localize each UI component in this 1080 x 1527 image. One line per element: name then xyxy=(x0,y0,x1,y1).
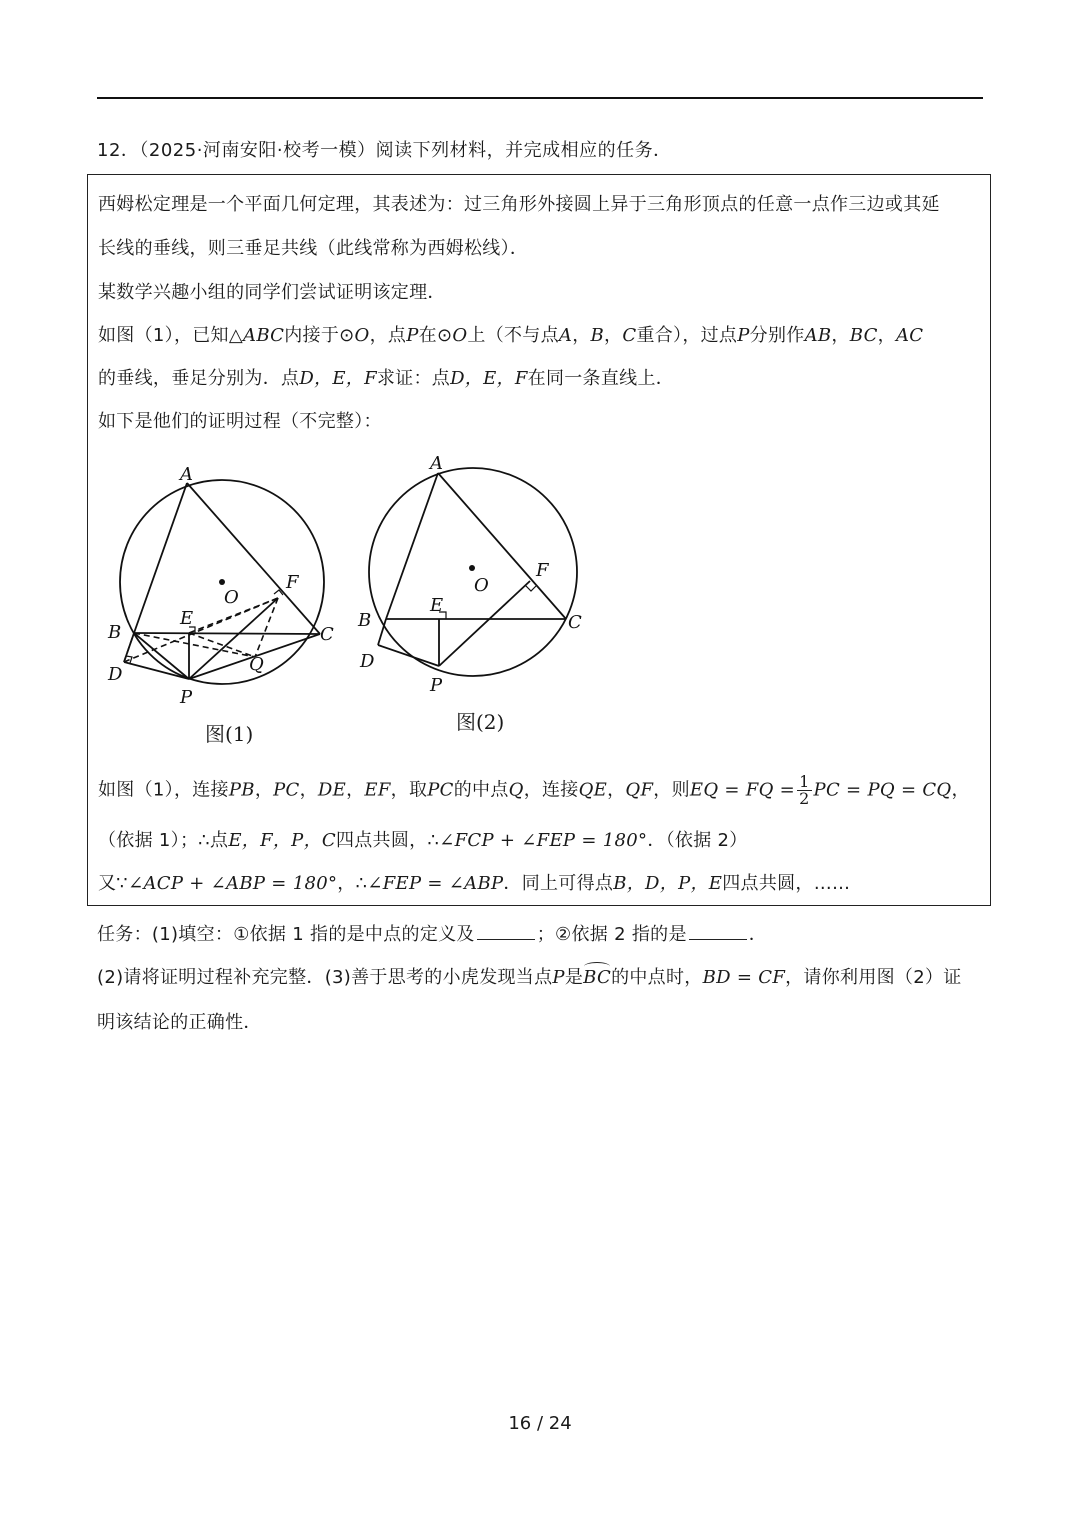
text-run: 四点共圆，…… xyxy=(722,873,851,894)
label-A: A xyxy=(430,453,443,474)
segment-name: QF xyxy=(625,779,654,801)
text-run: ， xyxy=(299,779,318,801)
figure-1-caption: 图(1) xyxy=(205,722,254,746)
triangle-symbol-icon: △ xyxy=(228,325,244,346)
text-run: 求证：点 xyxy=(376,368,451,389)
text-run: ． xyxy=(748,924,768,945)
answer-blank-1[interactable] xyxy=(477,925,535,940)
point-names: B，D，P，E xyxy=(613,873,723,894)
label-O: O xyxy=(224,587,239,608)
fraction-numerator: 1 xyxy=(799,772,810,791)
label-C: C xyxy=(568,612,582,633)
point-name: B xyxy=(590,325,605,346)
task-line-1 xyxy=(97,920,767,946)
text-run: 的中点 xyxy=(453,779,509,801)
segment-name: EF xyxy=(364,779,391,801)
text-run: 又∵ xyxy=(98,873,129,894)
segment-name: DE xyxy=(317,779,347,801)
center-point xyxy=(469,565,475,571)
text-run: 内接于⊙ xyxy=(284,325,355,346)
equation: BD = CF xyxy=(702,967,786,988)
text-run: 上（不与点 xyxy=(467,325,559,346)
point-name: Q xyxy=(508,779,524,801)
text-run: ， xyxy=(572,325,591,346)
header-rule xyxy=(97,97,983,99)
label-D: D xyxy=(108,664,123,685)
triangle-name: ABC xyxy=(243,325,285,346)
figure-1-diagram xyxy=(100,455,340,715)
point-name: P xyxy=(737,325,750,346)
segment-QE-dashed xyxy=(189,633,255,657)
text-run: 如图（1），连接 xyxy=(98,779,229,801)
label-A: A xyxy=(180,464,193,485)
label-E: E xyxy=(430,595,444,616)
point-name: P xyxy=(406,325,419,346)
text-run: ， xyxy=(877,325,896,346)
segment-name: PB xyxy=(228,779,255,801)
equation: ∠FCP + ∠FEP = 180° xyxy=(439,830,648,851)
text-run: ；②依据 2 指的是 xyxy=(536,924,687,945)
material-line-3: 某数学兴趣小组的同学们尝试证明该定理． xyxy=(98,282,446,303)
label-O: O xyxy=(474,575,489,596)
question-number: 12． xyxy=(97,140,140,161)
figure-2-caption: 图(2) xyxy=(456,710,505,734)
material-line-5 xyxy=(98,364,674,390)
text-run: ，点 xyxy=(369,325,407,346)
label-F: F xyxy=(286,572,299,593)
text-run: ．同上可得点 xyxy=(503,873,614,894)
arc-BC: BC xyxy=(583,967,612,988)
text-run: 是 xyxy=(564,967,584,988)
fraction-one-half xyxy=(797,774,811,807)
material-line-2: 长线的垂线，则三垂足共线（此线常称为西姆松线）． xyxy=(98,238,529,259)
figure-2-diagram xyxy=(350,445,600,705)
point-name: C xyxy=(622,325,637,346)
label-D: D xyxy=(360,651,375,672)
text-run: ， xyxy=(604,325,623,346)
text-run: 分别作 xyxy=(749,325,805,346)
label-C: C xyxy=(320,624,334,645)
text-run: (2)请将证明过程补充完整．(3)善于思考的小虎发现当点 xyxy=(97,967,553,988)
text-run: ，则 xyxy=(653,779,690,801)
text-run: 的中点时， xyxy=(611,967,703,988)
equation: EQ = FQ = xyxy=(689,779,796,801)
segment-name: PC xyxy=(427,779,454,801)
question-intro: 阅读下列材料，并完成相应的任务． xyxy=(375,140,672,161)
text-run: ， xyxy=(607,779,626,801)
segment-name: BC xyxy=(849,325,878,346)
material-line-4 xyxy=(98,321,923,347)
text-run: 在同一条直线上． xyxy=(527,368,675,389)
right-angle-mark-F xyxy=(525,585,536,591)
material-line-7 xyxy=(98,774,970,807)
label-F: F xyxy=(536,560,549,581)
text-run: 如图（1），已知 xyxy=(98,325,229,346)
text-run: ，连接 xyxy=(523,779,579,801)
text-run: 四点共圆，∴ xyxy=(335,830,440,851)
text-run: 任务：(1)填空：①依据 1 指的是中点的定义及 xyxy=(97,924,475,945)
segment-PD xyxy=(378,645,439,666)
label-P: P xyxy=(430,675,443,696)
segment-name: PC xyxy=(273,779,300,801)
segment-AC xyxy=(438,473,566,619)
equation: PC = PQ = CQ xyxy=(813,779,952,801)
material-line-8 xyxy=(98,826,748,852)
text-run: ，取 xyxy=(390,779,428,801)
page-number: 16 / 24 xyxy=(508,1413,572,1434)
fraction-denominator: 2 xyxy=(799,789,810,808)
question-heading xyxy=(97,136,672,162)
label-B: B xyxy=(358,610,372,631)
circle-name: O xyxy=(452,325,468,346)
point-names: E，F，P，C xyxy=(228,830,336,851)
label-B: B xyxy=(108,622,122,643)
segment-name: AB xyxy=(804,325,832,346)
question-source: （2025·河南安阳·校考一模） xyxy=(139,140,376,161)
text-run: ，∴ xyxy=(337,873,368,894)
text-run: ， xyxy=(346,779,365,801)
equation: ∠ACP + ∠ABP = 180° xyxy=(128,873,338,894)
text-run: （依据 1）；∴点 xyxy=(98,830,229,851)
label-Q: Q xyxy=(249,654,264,675)
label-P: P xyxy=(180,687,193,708)
point-names: D，E，F xyxy=(450,368,528,389)
material-line-6: 如下是他们的证明过程（不完整）： xyxy=(98,411,382,432)
material-line-9 xyxy=(98,869,850,895)
equation: ∠FEP = ∠ABP xyxy=(367,873,504,894)
material-line-1: 西姆松定理是一个平面几何定理，其表述为：过三角形外接圆上异于三角形顶点的任意一点作三边或其延 xyxy=(98,194,940,215)
text-run: ， xyxy=(951,779,970,801)
segment-name: QE xyxy=(578,779,608,801)
text-run: 的垂线，垂足分别为．点 xyxy=(98,368,300,389)
circle-name: O xyxy=(354,325,370,346)
segment-AC xyxy=(187,483,320,634)
text-run: ， xyxy=(254,779,274,801)
center-point xyxy=(219,579,225,585)
label-E: E xyxy=(180,608,194,629)
text-run: ．（依据 2） xyxy=(647,830,748,851)
segment-BC xyxy=(134,633,320,634)
point-name: P xyxy=(552,967,565,988)
text-run: 在⊙ xyxy=(418,325,453,346)
point-name: A xyxy=(558,325,573,346)
point-names: D，E，F xyxy=(299,368,377,389)
segment-name: AC xyxy=(895,325,924,346)
text-run: ，请你利用图（2）证 xyxy=(785,967,962,988)
text-run: ， xyxy=(831,325,850,346)
answer-blank-2[interactable] xyxy=(689,925,747,940)
task-line-2 xyxy=(97,963,962,989)
task-line-3: 明该结论的正确性． xyxy=(97,1012,262,1033)
text-run: 重合），过点 xyxy=(636,325,738,346)
